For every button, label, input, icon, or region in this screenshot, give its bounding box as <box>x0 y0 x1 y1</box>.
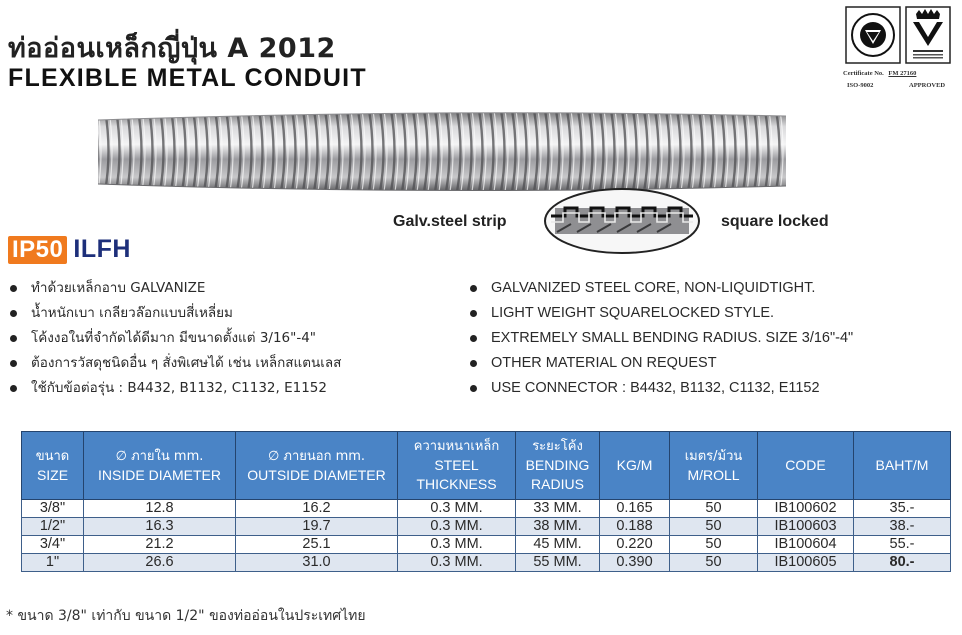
list-item: EXTREMELY SMALL BENDING RADIUS. SIZE 3/16"-4" <box>466 326 853 351</box>
certificate-label: Certificate No. <box>843 70 884 77</box>
table-header-row <box>22 432 951 500</box>
bullet-icon <box>470 335 477 342</box>
certification-block <box>843 6 953 106</box>
galv-steel-strip-label: Galv.steel strip <box>393 213 507 230</box>
page-title-english: FLEXIBLE METAL CONDUIT <box>8 64 367 92</box>
list-item: น้ำหนักเบา เกลียวล๊อกแบบสี่เหลี่ยม <box>6 301 341 326</box>
header-price: BAHT/M <box>854 432 951 500</box>
approved-label: APPROVED <box>909 82 946 89</box>
bullet-icon <box>10 360 17 367</box>
bullet-icon <box>470 285 477 292</box>
table-row: 3/4" 21.2 25.1 0.3 MM. 45 MM. 0.220 50 IB100604 55.- <box>22 536 951 554</box>
header-outside-diameter: ∅ ภายนอก mm. OUTSIDE DIAMETER <box>236 432 398 500</box>
bullet-icon <box>10 310 17 317</box>
square-locked-label: square locked <box>721 213 829 230</box>
accreditation-crown-logo <box>905 6 951 64</box>
list-item: ใช้กับข้อต่อรุ่น : B4432, B1132, C1132, E1152 <box>6 376 341 401</box>
registered-firm-logo <box>845 6 901 64</box>
conduit-image <box>92 110 792 192</box>
list-item: OTHER MATERIAL ON REQUEST <box>466 351 853 376</box>
table-row: 3/8" 12.8 16.2 0.3 MM. 33 MM. 0.165 50 IB100602 35.- <box>22 500 951 518</box>
bullet-icon <box>470 360 477 367</box>
bullet-icon <box>470 385 477 392</box>
features-thai-list <box>6 276 341 401</box>
list-item: โค้งงอในที่จำกัดได้ดีมาก มีขนาดตั้งแต่ 3/16"-4" <box>6 326 341 351</box>
header-inside-diameter: ∅ ภายใน mm. INSIDE DIAMETER <box>84 432 236 500</box>
table-row: 1" 26.6 31.0 0.3 MM. 55 MM. 0.390 50 IB100605 80.- <box>22 554 951 572</box>
header-steel-thickness: ความหนาเหล็ก STEEL THICKNESS <box>398 432 516 500</box>
features-english-list <box>466 276 853 401</box>
list-item: ต้องการวัสดุชนิดอื่น ๆ สั่งพิเศษได้ เช่น เหล็กสแตนเลส <box>6 351 341 376</box>
certificate-number: FM 27160 <box>888 70 917 77</box>
header-code: CODE <box>758 432 854 500</box>
bullet-icon <box>10 285 17 292</box>
cross-section-diagram <box>543 188 701 254</box>
iso-standard: ISO-9002 <box>847 82 874 89</box>
bullet-icon <box>470 310 477 317</box>
header-bending-radius: ระยะโค้ง BENDING RADIUS <box>516 432 600 500</box>
product-badge <box>8 234 131 265</box>
footnote: * ขนาด 3/8" เท่ากับ ขนาด 1/2" ของท่ออ่อนในประเทศไทย <box>6 608 366 624</box>
bullet-icon <box>10 385 17 392</box>
list-item: ทำด้วยเหล็กอาบ GALVANIZE <box>6 276 341 301</box>
bullet-icon <box>10 335 17 342</box>
list-item: GALVANIZED STEEL CORE, NON-LIQUIDTIGHT. <box>466 276 853 301</box>
spec-table <box>21 431 951 572</box>
header-kg-per-m: KG/M <box>600 432 670 500</box>
list-item: LIGHT WEIGHT SQUARELOCKED STYLE. <box>466 301 853 326</box>
page-title-thai: ท่ออ่อนเหล็กญี่ปุ่น A 2012 <box>8 33 336 64</box>
table-row: 1/2" 16.3 19.7 0.3 MM. 38 MM. 0.188 50 IB100603 38.- <box>22 518 951 536</box>
header-size: ขนาด SIZE <box>22 432 84 500</box>
product-code-label: ILFH <box>73 235 131 263</box>
list-item: USE CONNECTOR : B4432, B1132, C1132, E1152 <box>466 376 853 401</box>
ip-rating-badge: IP50 <box>8 236 67 264</box>
header-m-per-roll: เมตร/ม้วน M/ROLL <box>670 432 758 500</box>
